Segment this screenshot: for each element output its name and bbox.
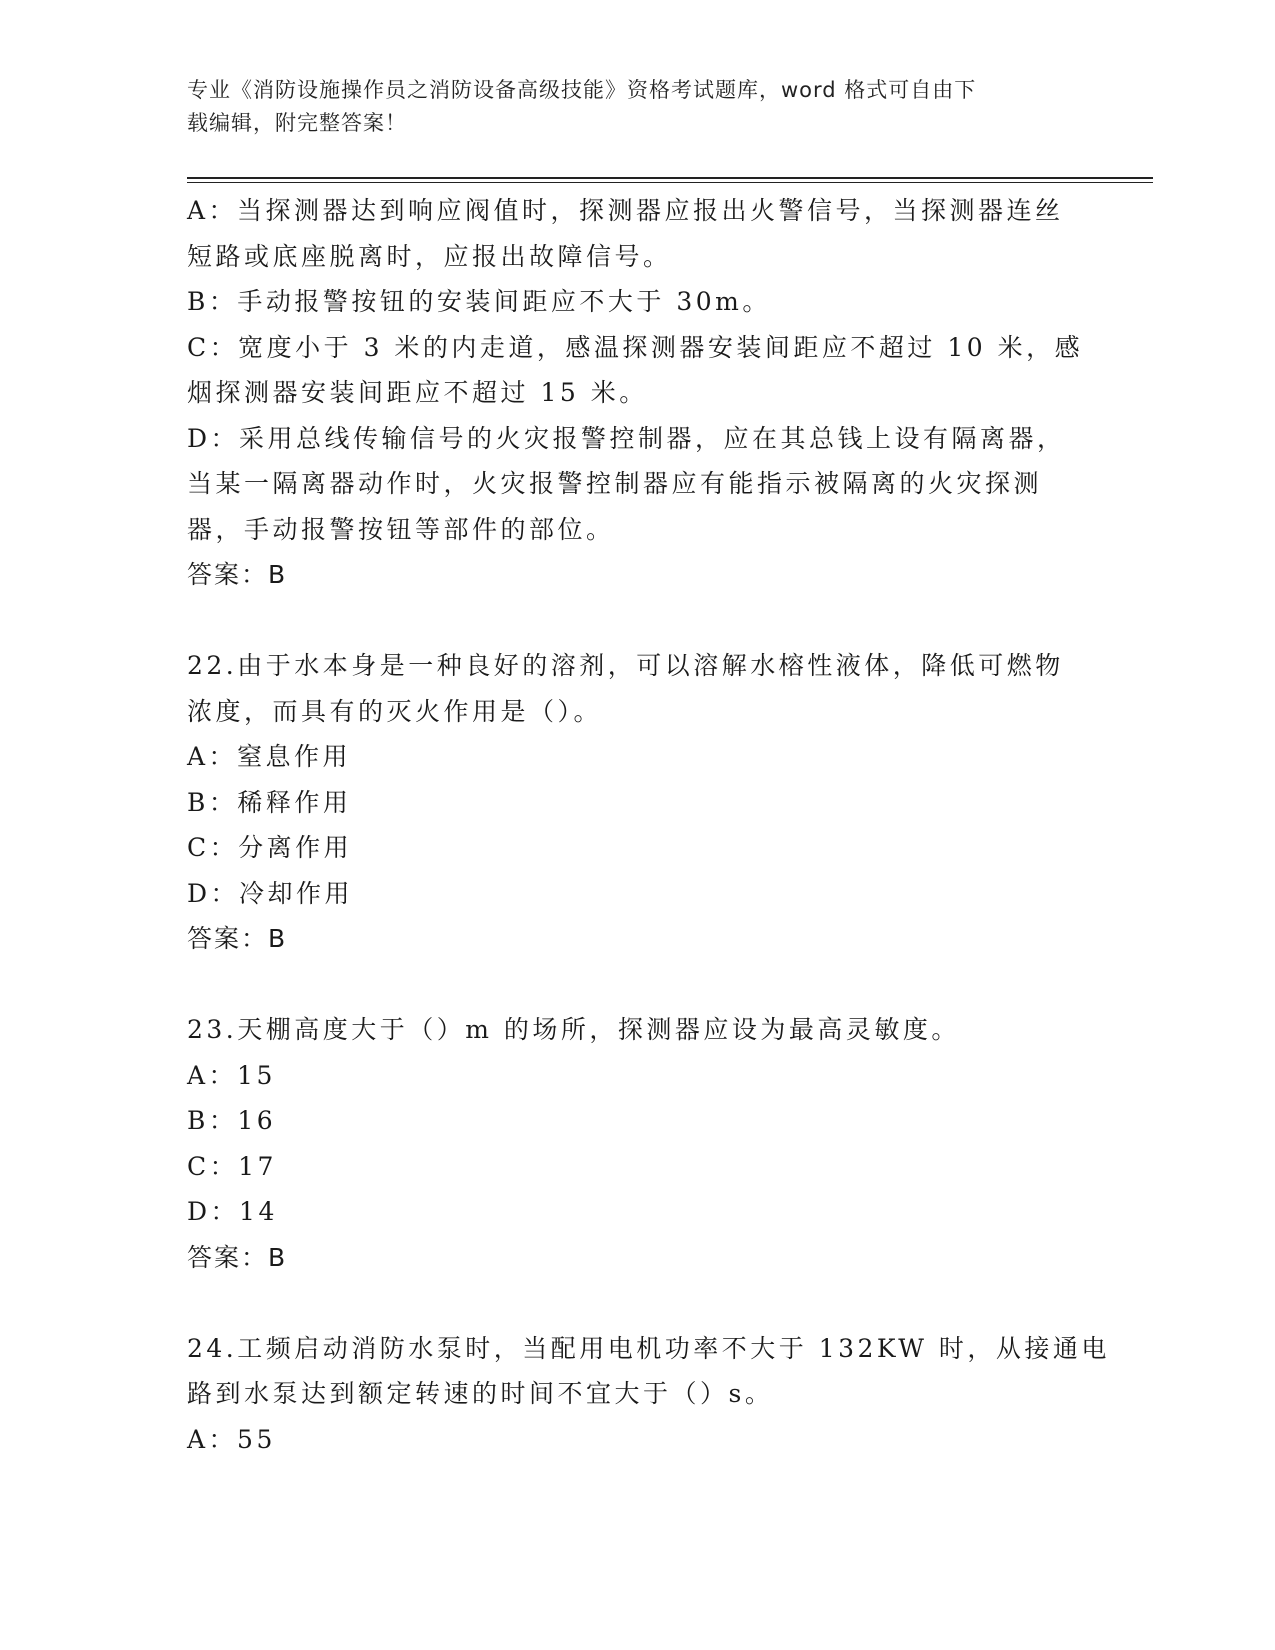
q21-option-b: B：手动报警按钮的安装间距应不大于 30m。 [187,287,771,316]
q23-option-d: D：14 [187,1197,278,1226]
header-divider-thick [187,177,1153,179]
question-23 [187,1007,1087,1280]
document-header [187,74,1067,140]
q23-stem: 23.天棚高度大于（）m 的场所，探测器应设为最高灵敏度。 [187,1015,960,1044]
q22-answer: 答案：B [187,924,288,953]
spacer [187,1280,1087,1326]
spacer [187,962,1087,1008]
q21-option-a-line-1: A：当探测器达到响应阀值时，探测器应报出火警信号，当探测器连丝 [187,196,1064,225]
q21-option-c-line-1: C：宽度小于 3 米的内走道，感温探测器安装间距应不超过 10 米，感 [187,332,1084,362]
q23-option-c: C：17 [187,1151,277,1181]
header-line-2: 载编辑，附完整答案！ [187,111,407,135]
q22-stem-line-2: 浓度，而具有的灭火作用是（）。 [187,696,603,726]
q24-option-a: A：55 [187,1424,276,1454]
q21-option-d-line-3: 器，手动报警按钮等部件的部位。 [187,514,615,544]
q21-option-a-line-2: 短路或底座脱离时，应报出故障信号。 [187,241,672,271]
question-24 [187,1326,1110,1463]
q22-option-a: A：窒息作用 [187,742,352,771]
q21-option-c-line-2: 烟探测器安装间距应不超过 15 米。 [187,378,648,407]
q21-answer: 答案：B [187,560,288,589]
q22-stem-line-1: 22.由于水本身是一种良好的溶剂，可以溶解水榕性液体，降低可燃物 [187,651,1064,680]
q22-option-b: B：稀释作用 [187,787,352,817]
q24-stem-line-1: 24.工频启动消防水泵时，当配用电机功率不大于 132KW 时，从接通电 [187,1333,1110,1363]
question-21-options [187,188,1087,598]
q23-option-a: A：15 [187,1060,276,1090]
question-content [187,188,1110,1462]
q24-stem-line-2: 路到水泵达到额定转速的时间不宜大于（）s。 [187,1379,774,1408]
q21-option-d-line-1: D：采用总线传输信号的火灾报警控制器，应在其总钱上设有隔离器， [187,423,1066,453]
spacer [187,598,1087,644]
question-22 [187,643,1087,962]
q22-option-d: D：冷却作用 [187,878,354,908]
header-divider-thin [187,182,1153,183]
q23-answer: 答案：B [187,1242,288,1272]
q22-option-c: C：分离作用 [187,833,353,862]
q23-option-b: B：16 [187,1106,277,1135]
q21-option-d-line-2: 当某一隔离器动作时，火灾报警控制器应有能指示被隔离的火灾探测 [187,469,1043,498]
header-line-1: 专业《消防设施操作员之消防设备高级技能》资格考试题库，word 格式可自由下 [187,78,977,102]
